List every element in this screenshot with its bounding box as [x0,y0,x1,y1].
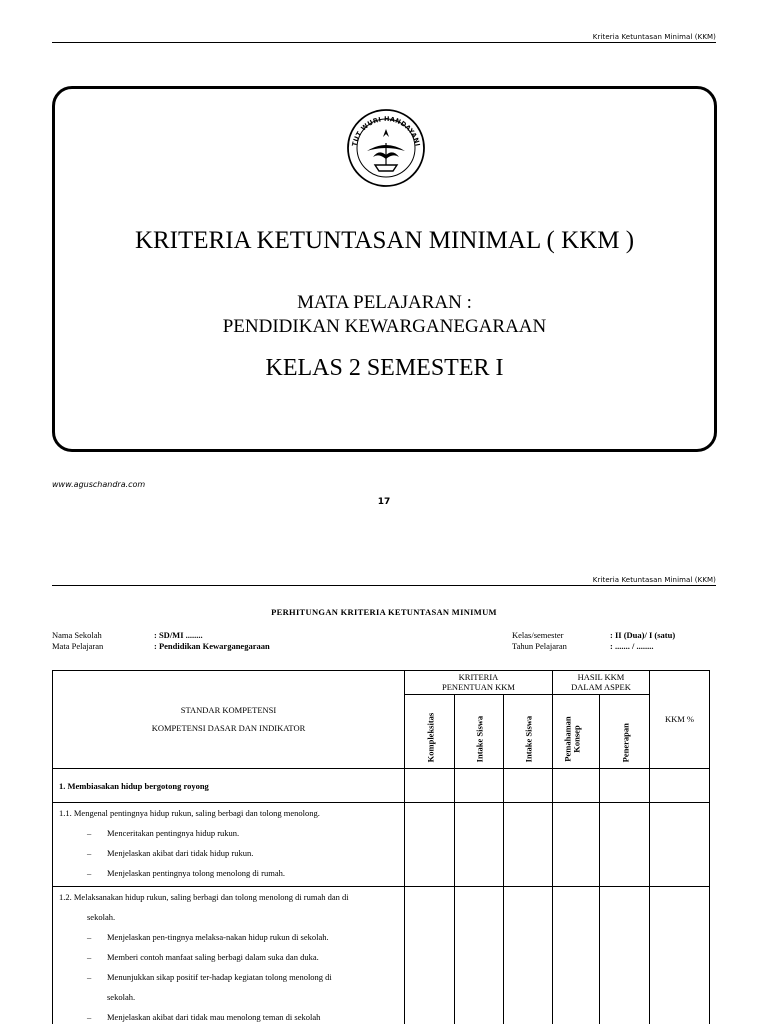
kd1-indicator-3 [59,863,400,883]
dash: – [87,1012,92,1022]
kelas-value: : II (Dua)/ I (satu) [610,630,676,640]
kd2-indicator-2 [59,947,400,967]
sk1-cell [53,769,405,803]
mata-pelajaran-value: : Pendidikan Kewarganegaraan [154,641,270,651]
header-kkm: KKM % [650,671,710,769]
header-kriteria-line1: KRITERIA [458,671,499,682]
kd2-text-line1: 1.2. Melaksanakan hidup rukun, saling berbagi dan tolong menolong di rumah dan di [59,892,349,902]
dash: – [87,952,92,962]
kd2-text-line2: sekolah. [87,912,116,922]
col-penerapan [600,695,650,769]
cell [553,803,600,887]
dash: – [87,868,92,878]
tut-wuri-handayani-logo [345,107,427,189]
logo-lettering: TUT WURI HANDAYANI [350,114,422,148]
tahun-label: Tahun Pelajaran [512,641,567,651]
dash: – [87,932,92,942]
cell [553,887,600,1024]
kd1-indicator-2 [59,843,400,863]
document-title: PERHITUNGAN KRITERIA KETUNTASAN MINIMUM [271,607,497,617]
cell [650,769,710,803]
col-pemahaman-line2: Konsep [571,725,582,754]
cell [504,803,553,887]
cell [455,769,504,803]
col-kompleksitas [405,695,455,769]
cover-title: KRITERIA KETUNTASAN MINIMAL ( KKM ) [134,227,635,254]
col-penerapan-label: Penerapan [620,722,631,762]
header-sk-line2: KOMPETENSI DASAR DAN INDIKATOR [151,722,306,733]
running-head-2: Kriteria Ketuntasan Minimal (KKM) [592,576,716,584]
kd1-indicator-1-text: Menceritakan pentingnya hidup rukun. [107,828,240,838]
header-hasil-line1: HASIL KKM [577,671,625,682]
kd2-indicator-1 [59,927,400,947]
cell [504,769,553,803]
cell [405,769,455,803]
header-rule-2 [52,585,716,586]
tahun-value: : ....... / ........ [610,641,654,651]
kd1-cell [53,803,405,887]
nama-sekolah-value: : SD/MI ........ [154,630,203,640]
table-row-kd2 [53,887,710,1024]
cover-kelas: KELAS 2 SEMESTER I [265,355,504,381]
dash: – [87,848,92,858]
header-rule [52,42,716,43]
header-sk [53,671,405,769]
cell [455,803,504,887]
kd2-indicator-4 [59,1007,400,1024]
col-intake-1-label: Intake Siswa [474,715,485,762]
col-pemahaman-label [563,717,582,762]
kd1-indicator-3-text: Menjelaskan pentingnya tolong menolong di rumah. [107,868,285,878]
cell [553,769,600,803]
cell [405,803,455,887]
sk1-title: 1. Membiasakan hidup bergotong royong [59,780,209,791]
col-intake-2 [504,695,553,769]
running-head: Kriteria Ketuntasan Minimal (KKM) [592,33,716,41]
mata-pelajaran-label: Mata Pelajaran [52,641,104,651]
col-pemahaman [553,695,600,769]
kd1-text: 1.1. Mengenal pentingnya hidup rukun, saling berbagi dan tolong menolong. [59,808,320,818]
kd1-indicator-2-text: Menjelaskan akibat dari tidak hidup rukun. [107,848,254,858]
kd1-indicator-1 [59,823,400,843]
dash: – [87,972,92,982]
cover-box [52,86,717,452]
cell [504,887,553,1024]
cell [455,887,504,1024]
table-row-kd1 [53,803,710,887]
cover-subtitle-line2: PENDIDIKAN KEWARGANEGARAAN [222,316,547,337]
kd2-indicator-1-text: Menjelaskan pen-tingnya melaksa-nakan hidup rukun di sekolah. [107,932,329,942]
page-number: 17 [377,497,391,507]
col-intake-2-label: Intake Siswa [523,715,534,762]
kkm-table [52,670,710,1024]
kd2-cell [53,887,405,1024]
col-kompleksitas-label: Kompleksitas [425,712,436,762]
col-pemahaman-line1: Pemahaman [562,716,573,762]
header-kriteria [405,671,553,695]
cell [650,803,710,887]
kd2-indicator-3 [59,967,400,1007]
nama-sekolah-label: Nama Sekolah [52,630,102,640]
cell [405,887,455,1024]
col-intake-1 [455,695,504,769]
cell [600,887,650,1024]
website-footer: www.aguschandra.com [52,480,146,489]
kd2-indicator-4-text: Menjelaskan akibat dari tidak mau menolong teman di sekolah [107,1012,321,1022]
kd2-indicator-2-text: Memberi contoh manfaat saling berbagi dalam suka dan duka. [107,952,319,962]
table-row-sk1 [53,769,710,803]
cover-subtitle-line1: MATA PELAJARAN : [297,292,472,313]
cell [600,803,650,887]
header-sk-line1: STANDAR KOMPETENSI [180,704,277,715]
kd2-indicator-3-line2: sekolah. [107,992,136,1002]
header-hasil [553,671,650,695]
header-hasil-line2: DALAM ASPEK [571,681,631,692]
table-header-row-1 [53,671,710,695]
header-kriteria-line2: PENENTUAN KKM [442,681,515,692]
kd2-indicator-3-line1: Menunjukkan sikap positif ter-hadap kegiatan tolong menolong di [107,972,332,982]
dash: – [87,828,92,838]
cell [650,887,710,1024]
kelas-label: Kelas/semester [512,630,564,640]
cell [600,769,650,803]
